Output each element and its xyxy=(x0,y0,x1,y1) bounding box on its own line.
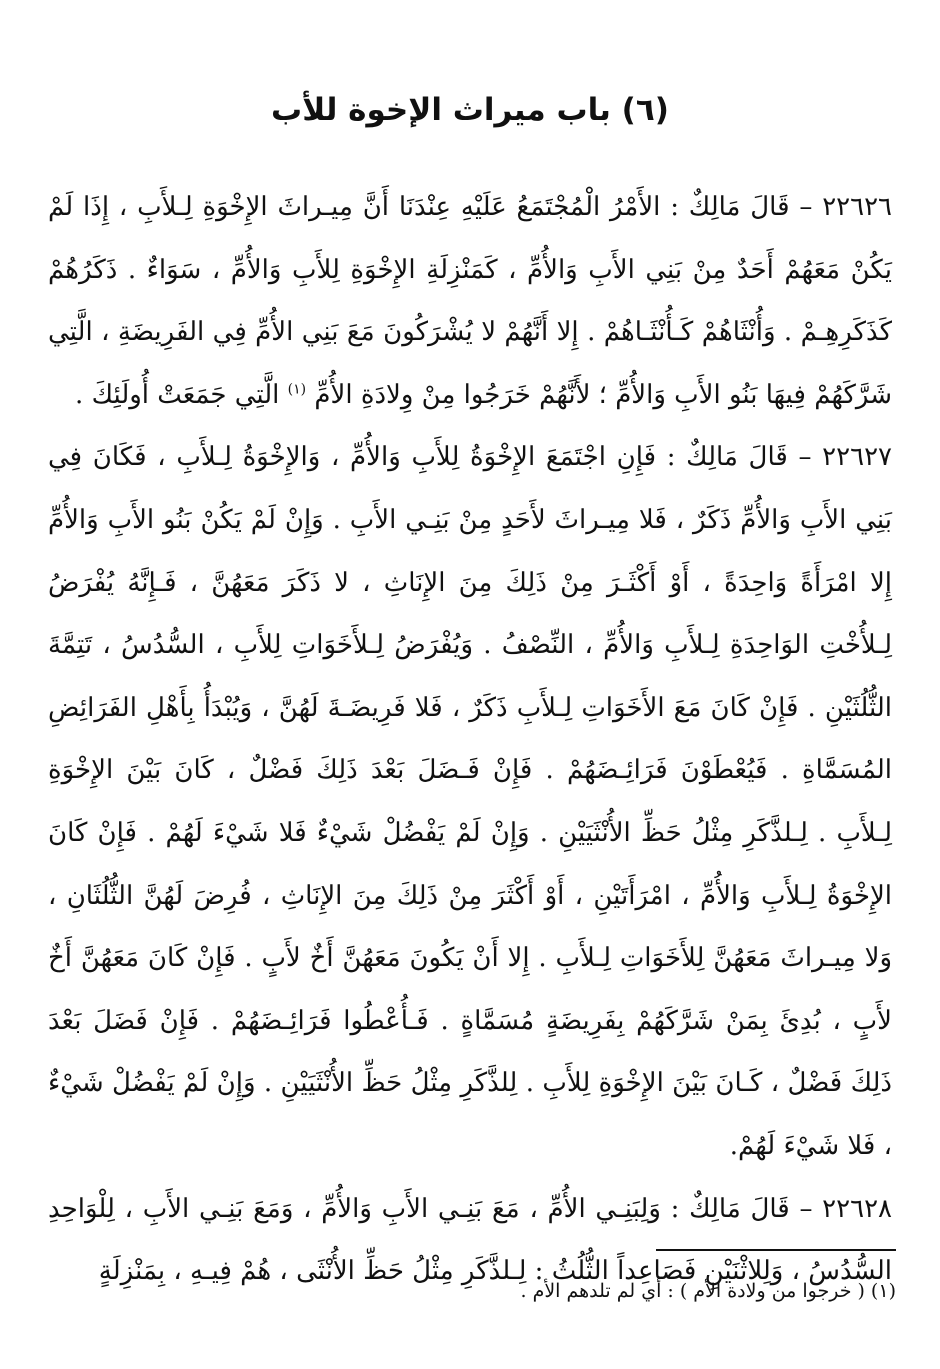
body-text xyxy=(48,176,892,1303)
paragraph-number: ٢٢٦٢٨ xyxy=(822,1193,892,1224)
paragraph-text-tail: الَّتِي جَمَعَتْ أُولَئِكَ . xyxy=(75,379,280,410)
paragraph-text: – قَالَ مَالِكٌ : فَإِنِ اجْتَمَعَ الإِخْوَةُ لِلأَبِ وَالأُمِّ ، وَالإِخْوَةُ لِـلأَبِ ، فَكَانَ فِي بَنِي الأَبِ وَالأُمِّ ذَكَرٌ ، فَلا مِيـراثَ لأَحَدٍ مِنْ بَنِـي الأَبِ . وَإِنْ لَمْ يَكُنْ بَنُو الأَبِ وَالأُمِّ إِلا امْرَأَةً وَاحِدَةً ، أَوْ أَكْثَـرَ مِنْ ذَلِكَ مِنَ الإِنَاثِ ، لا ذَكَرَ مَعَهُنَّ ، فَـإِنَّهُ يُفْرَضُ لِـلأُخْتِ الوَاحِدَةِ لِـلأَبِ وَالأُمِّ ، النِّصْفُ . وَيُفْرَضُ لِـلأَخَوَاتِ لِلأَبِ ، السُّدُسُ ، تَتِمَّةَ الثُّلُثَيْنِ . فَإِنْ كَانَ مَعَ الأَخَوَاتِ لِـلأَبِ ذَكَرٌ ، فَلا فَرِيضَـةَ لَهُنَّ ، وَيُبْدَأُ بِأَهْلِ الفَرَائِضِ المُسَمَّاةِ . فَيُعْطَوْنَ فَرَائِـضَهُمْ . فَإِنْ فَـضَلَ بَعْدَ ذَلِكَ فَضْلٌ ، كَانَ بَيْنَ الإِخْوَةِ لِـلأَبِ . لِـلذَّكَرِ مِثْلُ حَظِّ الأُنْثَيَيْنِ . وَإِنْ لَمْ يَفْضُلْ شَيْءٌ فَلا شَيْءَ لَهُمْ . فَإِنْ كَانَ الإِخْوَةُ لِـلأَبِ وَالأُمِّ ، امْرَأَتَيْنِ ، أَوْ أَكْثَرَ مِنْ ذَلِكَ مِنَ الإِنَاثِ ، فُرِضَ لَهُنَّ الثُّلُثَانِ ، وَلا مِيـراثَ مَعَهُنَّ لِلأَخَوَاتِ لِـلأَبِ . إِلا أَنْ يَكُونَ مَعَهُنَّ أَخٌ لأَبٍ . فَإِنْ كَانَ مَعَهُنَّ أَخٌ لأَبٍ ، بُدِئَ بِمَنْ شَرَّكَهُمْ بِفَرِيضَةٍ مُسَمَّاةٍ . فَـأُعْطُوا فَرَائِـضَهُمْ . فَإِنْ فَضَلَ بَعْدَ ذَلِكَ فَضْلٌ ، كَـانَ بَيْنَ الإِخْوَةِ لِلأَبِ . لِلذَّكَرِ مِثْلُ حَظِّ الأُنْثَيَيْنِ . وَإِنْ لَمْ يَفْضُلْ شَيْءٌ ، فَلا شَيْءَ لَهُمْ. xyxy=(48,442,892,1161)
paragraph-22626 xyxy=(48,176,892,426)
paragraph-number: ٢٢٦٢٧ xyxy=(822,442,892,473)
paragraph-text: – قَالَ مَالِكٌ : وَلِبَنِـي الأُمِّ ، مَعَ بَنِـي الأَبِ وَالأُمِّ ، وَمَعَ بَنِـي الأَبِ ، لِلْوَاحِدِ السُّدُسُ ، وَلِلاثْنَيْنِ فَصَاعِداً الثُّلُثُ : لِـلذَّكَرِ مِثْلُ حَظِّ الأُنْثَى ، هُمْ فِيـهِ ، بِمَنْزِلَةٍ xyxy=(48,1193,892,1287)
footnote-separator xyxy=(656,1249,896,1251)
footnote-reference: (١) xyxy=(287,381,307,398)
paragraph-number: ٢٢٦٢٦ xyxy=(822,192,893,222)
chapter-heading: (٦) باب ميراث الإخوة للأب xyxy=(271,92,669,128)
paragraph-22627 xyxy=(48,426,892,1177)
footnote: (١) ( خرجوا من ولادة الأم ) : أي لم تلدهم الأم . xyxy=(520,1280,896,1302)
paragraph-text: – قَالَ مَالِكٌ : الأَمْرُ الْمُجْتَمَعُ عَلَيْهِ عِنْدَنَا أَنَّ مِيـراثَ الإِخْوَةِ لِـلأَبِ ، إِذَا لَمْ يَكُنْ مَعَهُمْ أَحَدٌ مِنْ بَنِي الأَبِ وَالأُمِّ ، كَمَنْزِلَةِ الإِخْوَةِ لِلأَبِ وَالأُمِّ ، سَوَاءٌ . ذَكَرُهُمْ كَذَكَرِهِـمْ . وَأُنْثَاهُمْ كَـأُنْثَـاهُمْ . إِلا أَنَّهُمْ لا يُشْرَكُونَ مَعَ بَنِي الأُمِّ فِي الفَرِيضَةِ ، الَّتِي شَرَّكَهُمْ فِيهَا بَنُو الأَبِ وَالأُمِّ ؛ لأَنَّهُمْ خَرَجُوا مِنْ وِلادَةِ الأُمِّ xyxy=(48,192,892,410)
